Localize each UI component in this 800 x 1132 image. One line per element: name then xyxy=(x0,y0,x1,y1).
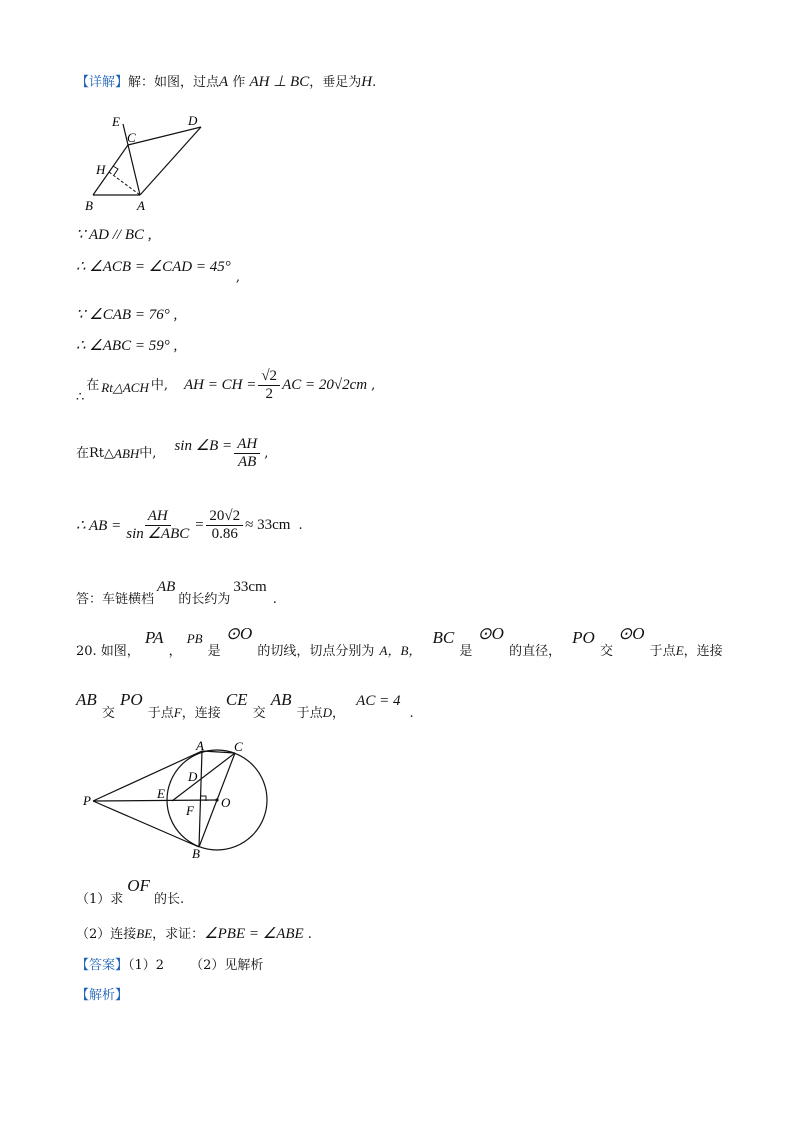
p20-yudian: 于点 xyxy=(649,644,676,659)
q2-end: . xyxy=(307,927,312,942)
detail-intro: 解：如图，过点 xyxy=(128,75,220,90)
q1-pre: （1）求 xyxy=(76,892,124,907)
p20-bc: BC xyxy=(432,628,455,647)
fig2-label-f: F xyxy=(186,803,194,818)
answer-line-pre: 答：车链横档 xyxy=(76,592,155,607)
step-5-fraction xyxy=(258,368,280,403)
p20-c1: ， xyxy=(168,644,182,659)
step-7-pre: ∴ AB = xyxy=(76,518,122,534)
p20-jiao-3: 交 xyxy=(252,706,266,721)
p20-jiao: 交 xyxy=(599,644,613,659)
step-5-end: , xyxy=(371,377,376,393)
q2-be: BE xyxy=(136,926,153,941)
step-5-frac-den: 2 xyxy=(265,386,273,402)
fig1-label-b: B xyxy=(85,198,93,213)
step-5-eq1: AH = CH = xyxy=(184,377,257,393)
fig1-label-a: A xyxy=(137,198,145,213)
answer-line-mid: 的长约为 xyxy=(178,592,231,607)
p20-shi: 是 xyxy=(207,644,221,659)
step-6-frac-den: AB xyxy=(238,454,257,470)
answer-section xyxy=(76,958,263,974)
step-3: ∵ ∠CAB = 76° , xyxy=(76,307,178,323)
p20-lianjie: ，连接 xyxy=(683,644,723,659)
fig2-label-a: A xyxy=(196,738,204,753)
step-7-frac2-num: 20√2 xyxy=(206,508,243,526)
fig2-label-p: P xyxy=(83,793,91,808)
step-2-line xyxy=(76,256,240,285)
step-2-comma: , xyxy=(235,270,240,285)
fig2-label-c: C xyxy=(234,739,243,754)
step-6-line xyxy=(76,436,268,471)
figure-2-circle xyxy=(76,738,286,860)
step-6-fraction xyxy=(234,436,260,471)
p20-f: F xyxy=(173,705,182,720)
p20-circle-o-3: ⊙O xyxy=(618,624,645,643)
fig2-tangent-pb xyxy=(93,801,199,847)
p20-circle-o-2: ⊙O xyxy=(477,624,504,643)
q2-pre: （2）连接 xyxy=(76,927,137,942)
point-h: H xyxy=(361,74,373,90)
step-7-end: . xyxy=(298,517,303,533)
p20-yudian-2: 于点 xyxy=(147,706,174,721)
comma: ， xyxy=(309,75,323,90)
figure-1-parallelogram xyxy=(76,108,216,218)
step-4: ∴ ∠ABC = 59° , xyxy=(76,338,178,354)
p20-comma: ， xyxy=(332,706,346,721)
p20-ab-points: A，B， xyxy=(379,643,422,658)
fig2-line-ab xyxy=(199,751,202,847)
p20-yudian-3: 于点 xyxy=(296,706,323,721)
p20-ab-2: AB xyxy=(270,690,292,709)
step-1: ∵ AD // BC , xyxy=(76,227,152,243)
step-7-fraction-2 xyxy=(206,508,243,543)
p20-ab: AB xyxy=(76,690,97,709)
step-6-sin: sin ∠B = xyxy=(174,438,233,454)
fig1-right-angle-mark xyxy=(113,166,118,175)
step-5-frac-num: √2 xyxy=(258,368,280,386)
step-5-zhong: 中, xyxy=(150,377,168,393)
step-7-frac1-den: sin ∠ABC xyxy=(126,526,190,542)
step-7-line xyxy=(76,508,303,543)
fig2-line-po xyxy=(93,800,217,801)
answer-1: （1）2 xyxy=(128,958,165,973)
p20-period: . xyxy=(409,706,414,721)
fig2-label-e: E xyxy=(157,786,165,801)
fig1-label-e: E xyxy=(112,114,120,129)
step-7-frac1-num: AH xyxy=(145,508,171,526)
step-7-fraction-1 xyxy=(123,508,192,543)
step-7-approx: ≈ 33cm xyxy=(245,517,291,533)
analysis-tag: 【解析】 xyxy=(76,988,129,1003)
problem-20-line-2 xyxy=(76,690,414,721)
q1-post: 的长. xyxy=(153,892,185,907)
p20-shi-2: 是 xyxy=(459,644,473,659)
p20-lianjie-2: ，连接 xyxy=(181,706,221,721)
question-2 xyxy=(76,926,312,943)
step-5-in: 在 xyxy=(86,377,100,393)
answer-line xyxy=(76,576,277,607)
answer-tag: 【答案】 xyxy=(76,958,129,973)
fig1-label-d: D xyxy=(188,113,198,128)
detail-zuo: 作 xyxy=(228,75,250,90)
step-5-line xyxy=(76,368,375,403)
p20-d: D xyxy=(322,705,333,720)
p20-ce: CE xyxy=(225,690,248,709)
detail-tag: 【详解】 xyxy=(76,75,129,90)
answer-2: （2）见解析 xyxy=(190,958,264,973)
p20-intro: 20. 如图， xyxy=(76,644,140,659)
p20-e: E xyxy=(675,643,684,658)
point-a: A xyxy=(219,74,229,90)
answer-line-end: . xyxy=(272,592,277,607)
q2-mid: ，求证： xyxy=(152,927,205,942)
step-6-triangle: ABH xyxy=(114,445,140,461)
p20-jiao-2: 交 xyxy=(101,706,115,721)
step-6-frac-num: AH xyxy=(234,436,260,454)
fig1-label-h: H xyxy=(96,162,106,177)
step-6-zhong: 中, xyxy=(139,445,157,461)
answer-line-ab: AB xyxy=(157,579,176,595)
fig2-label-d: D xyxy=(188,769,198,784)
fig2-center-dot xyxy=(215,798,218,801)
step-6-pre: 在Rt△ xyxy=(76,445,115,461)
fig1-label-c: C xyxy=(127,130,136,145)
step-2: ∴ ∠ACB = ∠CAD = 45° xyxy=(76,259,231,275)
step-7-eq: = xyxy=(194,517,205,533)
period: . xyxy=(372,75,377,90)
answer-line-val: 33cm xyxy=(233,579,267,595)
detail-line xyxy=(76,74,376,91)
fig1-line-cd xyxy=(128,127,201,145)
fig2-label-o: O xyxy=(221,795,231,810)
p20-po-2: PO xyxy=(119,690,143,709)
step-6-end: , xyxy=(264,445,269,461)
step-5-triangle: Rt△ACH xyxy=(101,379,149,395)
question-1 xyxy=(76,876,185,907)
fig2-label-b: B xyxy=(192,846,200,860)
foot-text: 垂足为 xyxy=(322,75,362,90)
step-7-frac2-den: 0.86 xyxy=(211,526,238,542)
perp-expr: AH ⊥ BC xyxy=(249,74,310,90)
p20-diameter-text: 的直径， xyxy=(509,644,562,659)
p20-tangent-text: 的切线，切点分别为 xyxy=(257,644,375,659)
p20-po: PO xyxy=(572,628,595,647)
problem-20-line-1 xyxy=(76,624,723,659)
step-5-therefore: ∴ xyxy=(76,389,85,405)
p20-pb: PB xyxy=(186,631,203,646)
p20-ac: AC = 4 xyxy=(356,693,401,709)
step-5-eq2: AC = 20√2cm xyxy=(282,377,368,393)
fig1-line-da xyxy=(140,127,201,195)
p20-pa: PA xyxy=(144,628,164,647)
q2-eq: ∠PBE = ∠ABE xyxy=(204,926,304,942)
q1-of: OF xyxy=(127,876,150,895)
fig2-tangent-pa xyxy=(93,751,202,801)
p20-circle-o: ⊙O xyxy=(225,624,253,643)
